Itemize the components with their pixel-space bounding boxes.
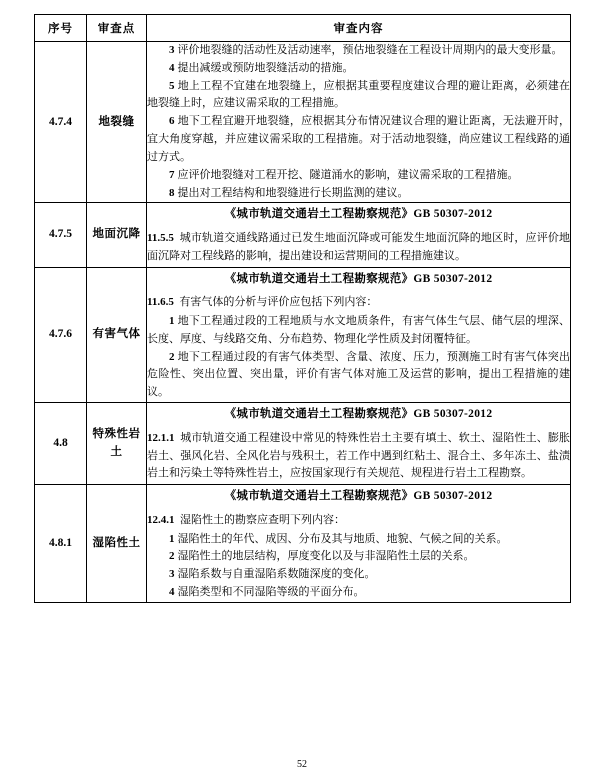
paragraph-text: 湿陷类型和不同湿陷等级的平面分布。 xyxy=(177,586,365,598)
paragraph-text: 提出减缓或预防地裂缝活动的措施。 xyxy=(177,61,354,74)
column-header-content: 审查内容 xyxy=(147,15,571,42)
clause-paragraph xyxy=(147,230,570,266)
paragraph-text: 地下工程宜避开地裂缝，应根据其分布情况建议合理的避让距离，无法避开时，宜大角度穿越，并应建议需采取的工程措施。对于活动地裂缝，尚应建议工程线路的通过方式。 xyxy=(147,115,570,163)
paragraph-text: 应评价地裂缝对工程开挖、隧道涌水的影响，建议需采取的工程措施。 xyxy=(177,168,519,181)
table-header xyxy=(35,15,571,42)
clause-text: 湿陷性土的勘察应查明下列内容： xyxy=(180,513,345,526)
content-paragraph xyxy=(147,548,570,566)
row-number: 4.8.1 xyxy=(35,485,87,603)
content-paragraph xyxy=(147,566,570,584)
paragraph-text: 地上工程不宜建在地裂缝上，应根据其重要程度建议合理的避让距离，必须建在地裂缝上时，应建议需采取的工程措施。 xyxy=(147,79,570,110)
row-number: 4.7.4 xyxy=(35,42,87,203)
standard-title: 《城市轨道交通岩土工程勘察规范》GB 50307-2012 xyxy=(224,272,493,285)
paragraph-index: 6 xyxy=(169,115,175,128)
table-body xyxy=(35,42,571,603)
row-number: 4.7.5 xyxy=(35,203,87,267)
standard-title: 《城市轨道交通岩土工程勘察规范》GB 50307-2012 xyxy=(224,490,493,503)
row-content xyxy=(147,203,571,267)
column-header-no: 序号 xyxy=(35,15,87,42)
paragraph-index: 3 xyxy=(169,568,175,581)
paragraph-text: 地下工程通过段的工程地质与水文地质条件，有害气体生气层、储气层的埋深、长度、厚度、与线路交角、分布趋势、物理化学性质及封闭覆特征。 xyxy=(147,315,570,345)
content-paragraph xyxy=(147,167,570,185)
paragraph-index: 2 xyxy=(169,550,175,563)
clause-text: 城市轨道交通线路通过已发生地面沉降或可能发生地面沉降的地区时，应评价地面沉降对工程线路的影响，提出建设和运营期间的工程措施建议。 xyxy=(147,231,570,262)
paragraph-index: 1 xyxy=(169,532,175,545)
table-row xyxy=(35,203,571,267)
row-content xyxy=(147,485,571,603)
paragraph-index: 3 xyxy=(169,44,175,56)
row-review-point: 湿陷性土 xyxy=(87,485,147,603)
clause-number: 12.4.1 xyxy=(147,513,175,526)
paragraph-index: 4 xyxy=(169,586,175,598)
content-paragraph xyxy=(147,78,570,114)
review-points-table xyxy=(34,14,571,603)
paragraph-index: 7 xyxy=(169,168,175,181)
table-header-row xyxy=(35,15,571,42)
content-paragraph xyxy=(147,113,570,166)
content-paragraph xyxy=(147,42,570,60)
content-paragraph xyxy=(147,185,570,203)
content-paragraph xyxy=(147,60,570,78)
clause-number: 12.1.1 xyxy=(147,431,175,444)
paragraph-index: 1 xyxy=(169,315,175,327)
page-number: 52 xyxy=(297,759,307,770)
paragraph-text: 湿陷性土的地层结构，厚度变化以及与非湿陷性土层的关系。 xyxy=(177,550,475,563)
paragraph-text: 湿陷系数与自重湿陷系数随深度的变化。 xyxy=(177,568,376,581)
row-review-point: 地面沉降 xyxy=(87,203,147,267)
standard-title: 《城市轨道交通岩土工程勘察规范》GB 50307-2012 xyxy=(224,408,493,421)
paragraph-text: 湿陷性土的年代、成因、分布及其与地质、地貌、气候之间的关系。 xyxy=(177,532,508,545)
standard-title: 《城市轨道交通岩土工程勘察规范》GB 50307-2012 xyxy=(224,208,493,221)
content-paragraph xyxy=(147,531,570,549)
table-row xyxy=(35,403,571,485)
column-header-point: 审查点 xyxy=(87,15,147,42)
table-row xyxy=(35,267,571,403)
clause-number: 11.5.5 xyxy=(147,231,174,244)
table-row xyxy=(35,42,571,203)
row-content xyxy=(147,267,571,403)
row-content xyxy=(147,42,571,203)
paragraph-text: 评价地裂缝的活动性及活动速率，预估地裂缝在工程设计周期内的最大变形量。 xyxy=(177,44,563,56)
clause-paragraph xyxy=(147,294,570,312)
content-paragraph xyxy=(147,313,570,349)
paragraph-index: 8 xyxy=(169,186,175,199)
row-number: 4.8 xyxy=(35,403,87,485)
row-number: 4.7.6 xyxy=(35,267,87,403)
content-paragraph xyxy=(147,349,570,402)
table-row xyxy=(35,485,571,603)
clause-text: 城市轨道交通工程建设中常见的特殊性岩土主要有填土、软土、湿陷性土、膨胀岩土、强风化岩、全风化岩与残积土，若工作中遇到红粘土、混合土、多年冻土、盐渍岩土和污染土等特殊性岩土，应按国家现行有关规范、规程进行岩土工程勘察。 xyxy=(147,431,571,480)
content-paragraph xyxy=(147,584,570,602)
clause-text: 有害气体的分析与评价应包括下列内容： xyxy=(179,296,378,309)
paragraph-text: 提出对工程结构和地裂缝进行长期监测的建议。 xyxy=(177,186,409,199)
paragraph-index: 5 xyxy=(169,79,175,92)
row-review-point: 有害气体 xyxy=(87,267,147,403)
paragraph-index: 2 xyxy=(169,350,175,363)
paragraph-text: 地下工程通过段的有害气体类型、含量、浓度、压力，预测施工时有害气体突出危险性、突出位置、突出量，评价有害气体对施工及运营的影响，提出工程措施的建议。 xyxy=(147,350,570,399)
clause-number: 11.6.5 xyxy=(147,296,174,309)
clause-paragraph xyxy=(147,512,570,530)
row-review-point: 特殊性岩土 xyxy=(87,403,147,485)
row-content xyxy=(147,403,571,485)
row-review-point: 地裂缝 xyxy=(87,42,147,203)
clause-paragraph xyxy=(147,430,570,483)
paragraph-index: 4 xyxy=(169,61,175,74)
